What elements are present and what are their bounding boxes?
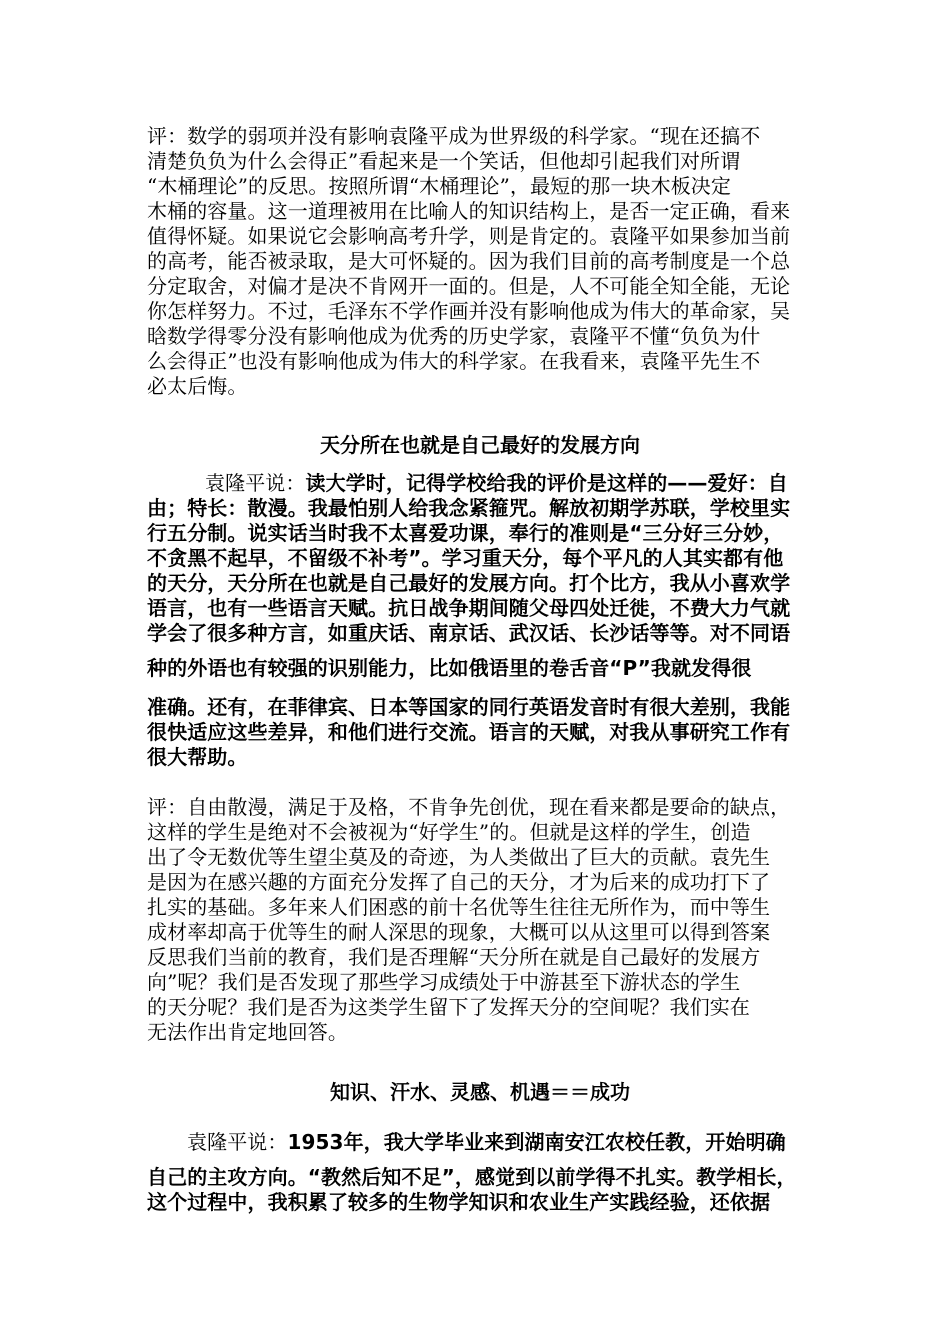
text-line: 这个过程中，我积累了较多的生物学知识和农业生产实践经验，还依据 xyxy=(147,1190,771,1214)
text-line: 木桶的容量。这一道理被用在比喻人的知识结构上，是否一定正确，看来 xyxy=(147,199,791,223)
text-line xyxy=(147,1130,813,1155)
text-line: 评：数学的弱项并没有影响袁隆平成为世界级的科学家。“现在还搞不 xyxy=(147,124,761,148)
speaker-label: 袁隆平说： xyxy=(205,471,306,495)
text-line: 的天分，天分所在也就是自己最好的发展方向。打个比方，我从小喜欢学 xyxy=(147,571,791,595)
text-line xyxy=(147,471,813,496)
text-line: 出了令无数优等生望尘莫及的奇迹，为人类做出了巨大的贡献。袁先生 xyxy=(147,845,771,869)
text-line: 种的外语也有较强的识别能力，比如俄语里的卷舌音“P”我就发得很 xyxy=(147,656,752,680)
text-line: 很快适应这些差异，和他们进行交流。语言的天赋，对我从事研究工作有 xyxy=(147,720,791,744)
text-line: 值得怀疑。如果说它会影响高考升学，则是肯定的。袁隆平如果参加当前 xyxy=(147,224,791,248)
comment-paragraph-1 xyxy=(147,124,813,399)
speaker-label: 袁隆平说： xyxy=(187,1130,288,1154)
text-line: 么会得正”也没有影响他成为伟大的科学家。在我看来，袁隆平先生不 xyxy=(147,349,761,373)
text-line: 向”呢？我们是否发现了那些学习成绩处于中游甚至下游状态的学生 xyxy=(147,970,741,994)
text-line: 这样的学生是绝对不会被视为“好学生”的。但就是这样的学生，创造 xyxy=(147,820,751,844)
text-line: 晗数学得零分没有影响他成为优秀的历史学家，袁隆平不懂“负负为什 xyxy=(147,324,761,348)
text-line: 分定取舍，对偏才是决不肯网开一面的。但是，人不可能全知全能，无论 xyxy=(147,274,791,298)
text-line: 你怎样努力。不过，毛泽东不学作画并没有影响他成为伟大的革命家，吴 xyxy=(147,299,791,323)
text-line: 语言，也有一些语言天赋。抗日战争期间随父母四处迁徙，不费大力气就 xyxy=(147,596,791,620)
text-line: 扎实的基础。多年来人们困惑的前十名优等生往往无所作为，而中等生 xyxy=(147,895,771,919)
text-line: 清楚负负为什么会得正”看起来是一个笑话，但他却引起我们对所谓 xyxy=(147,149,741,173)
quote-paragraph-2 xyxy=(147,1130,813,1215)
text-line: 是因为在感兴趣的方面充分发挥了自己的天分，才为后来的成功打下了 xyxy=(147,870,771,894)
text-line: 评：自由散漫，满足于及格，不肯争先创优，现在看来都是要命的缺点， xyxy=(147,795,791,819)
text-line: 的天分呢？我们是否为这类学生留下了发挥天分的空间呢？我们实在 xyxy=(147,995,750,1019)
text-line: 不贪黑不起早，不留级不补考”。学习重天分，每个平凡的人其实都有他 xyxy=(147,546,784,570)
text-line: “木桶理论”的反思。按照所谓“木桶理论”，最短的那一块木板决定 xyxy=(147,174,731,198)
text-line: 由；特长：散漫。我最怕别人给我念紧箍咒。解放初期学苏联，学校里实 xyxy=(147,496,791,520)
text-line: 学会了很多种方言，如重庆话、南京话、武汉话、长沙话等等。对不同语 xyxy=(147,621,791,645)
text-line: 行五分制。说实话当时我不太喜爱功课，奉行的准则是“三分好三分妙， xyxy=(147,521,784,545)
section-heading-1: 天分所在也就是自己最好的发展方向 xyxy=(320,433,640,457)
quote-text: 读大学时，记得学校给我的评价是这样的——爱好：自 xyxy=(305,471,788,495)
quote-paragraph-1 xyxy=(147,471,813,770)
text-line: 自己的主攻方向。“教然后知不足”，感觉到以前学得不扎实。教学相长， xyxy=(147,1165,797,1189)
comment-paragraph-2 xyxy=(147,795,813,1045)
section-heading-2: 知识、汗水、灵感、机遇＝＝成功 xyxy=(330,1080,630,1104)
text-line: 很大帮助。 xyxy=(147,745,248,769)
text-line: 无法作出肯定地回答。 xyxy=(147,1020,348,1044)
text-line: 成材率却高于优等生的耐人深思的现象，大概可以从这里可以得到答案 xyxy=(147,920,771,944)
text-line: 的高考，能否被录取，是大可怀疑的。因为我们目前的高考制度是一个总 xyxy=(147,249,791,273)
text-line: 反思我们当前的教育，我们是否理解“天分所在就是自己最好的发展方 xyxy=(147,945,761,969)
text-line: 准确。还有，在菲律宾、日本等国家的同行英语发音时有很大差别，我能 xyxy=(147,695,791,719)
quote-text: 1953年，我大学毕业来到湖南安江农校任教，开始明确 xyxy=(287,1130,786,1154)
text-line: 必太后悔。 xyxy=(147,374,248,398)
